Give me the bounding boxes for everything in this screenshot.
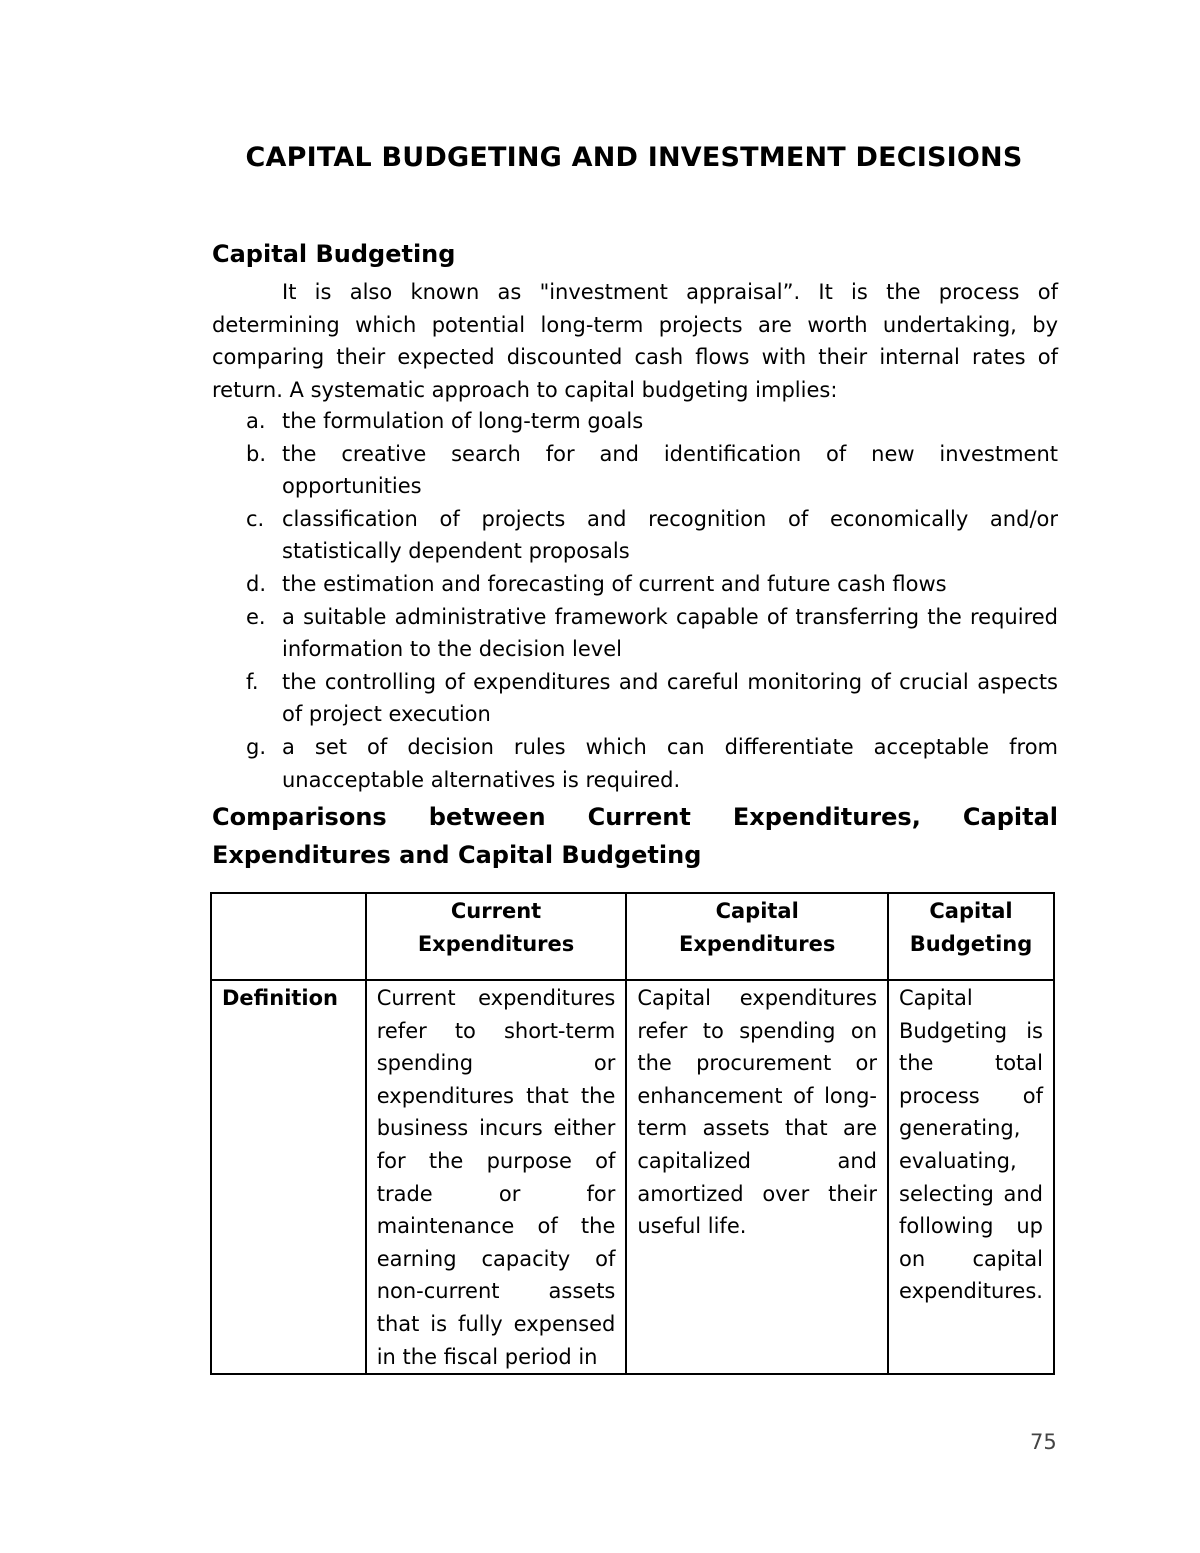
list-item-text: the estimation and forecasting of current and future cash flows xyxy=(282,571,947,596)
list-item-text: the formulation of long-term goals xyxy=(282,409,644,433)
list-item-text: a suitable administrative framework capable of transferring the required information to the decision level xyxy=(282,604,1058,662)
list-marker: a. xyxy=(246,409,266,433)
list-item xyxy=(212,438,1058,503)
table-header-capital-budgeting: Capital Budgeting xyxy=(888,893,1054,980)
list-item-text: the controlling of expenditures and careful monitoring of crucial aspects of project execution xyxy=(282,669,1058,727)
table-header-row xyxy=(211,893,1054,980)
list-item-text: the creative search for and identification of new investment opportunities xyxy=(282,441,1058,499)
table-header-capital-expenditures: Capital Expenditures xyxy=(626,893,888,980)
list-item xyxy=(212,405,1058,438)
table-cell-capital-budgeting: Capital Budgeting is the total process of generating, evaluating, selecting and following up on capital expenditures. xyxy=(888,980,1054,1374)
intro-paragraph: It is also known as "investment appraisal”. It is the process of determining which potential long-term projects are worth undertaking, by comparing their expected discounted cash flows with their internal rates of return. A systematic approach to capital budgeting implies: xyxy=(212,280,1058,402)
heading-line-1: Comparisons between Current Expenditures, Capital xyxy=(212,803,1058,831)
table-header-corner xyxy=(211,893,366,980)
list-marker: g. xyxy=(246,734,267,759)
list-item xyxy=(212,731,1058,796)
heading-line-2: Expenditures and Capital Budgeting xyxy=(212,841,702,869)
table-row-label: Definition xyxy=(211,980,366,1374)
list-marker: b. xyxy=(246,441,267,466)
list-item-text: a set of decision rules which can differentiate acceptable from unacceptable alternatives is required. xyxy=(282,734,1058,792)
table-cell-capital-expenditures: Capital expenditures refer to spending on the procurement or enhancement of long-term assets that are capitalized and amortized over their useful life. xyxy=(626,980,888,1374)
list-marker: e. xyxy=(246,604,266,629)
table-row xyxy=(211,980,1054,1374)
table-cell-current-expenditures: Current expenditures refer to short-term spending or expenditures that the business incurs either for the purpose of trade or for maintenance of the earning capacity of non-current assets that is fully expensed in the fiscal period in xyxy=(366,980,627,1374)
table-header-current-expenditures: Current Expenditures xyxy=(366,893,627,980)
list-marker: d. xyxy=(246,571,267,596)
page-title: CAPITAL BUDGETING AND INVESTMENT DECISIONS xyxy=(245,142,1023,173)
list-item xyxy=(212,503,1058,568)
list-item xyxy=(212,666,1058,731)
capital-budgeting-steps-list xyxy=(212,405,1058,796)
page-number: 75 xyxy=(1030,1430,1057,1454)
list-item xyxy=(212,568,1058,601)
list-item xyxy=(212,601,1058,666)
list-marker: f. xyxy=(246,669,259,694)
section-heading-capital-budgeting: Capital Budgeting xyxy=(212,240,456,268)
section-heading-comparisons xyxy=(212,798,1058,874)
comparison-table xyxy=(210,892,1055,1375)
list-marker: c. xyxy=(246,506,265,531)
list-item-text: classification of projects and recognition of economically and/or statistically dependent proposals xyxy=(282,506,1058,564)
